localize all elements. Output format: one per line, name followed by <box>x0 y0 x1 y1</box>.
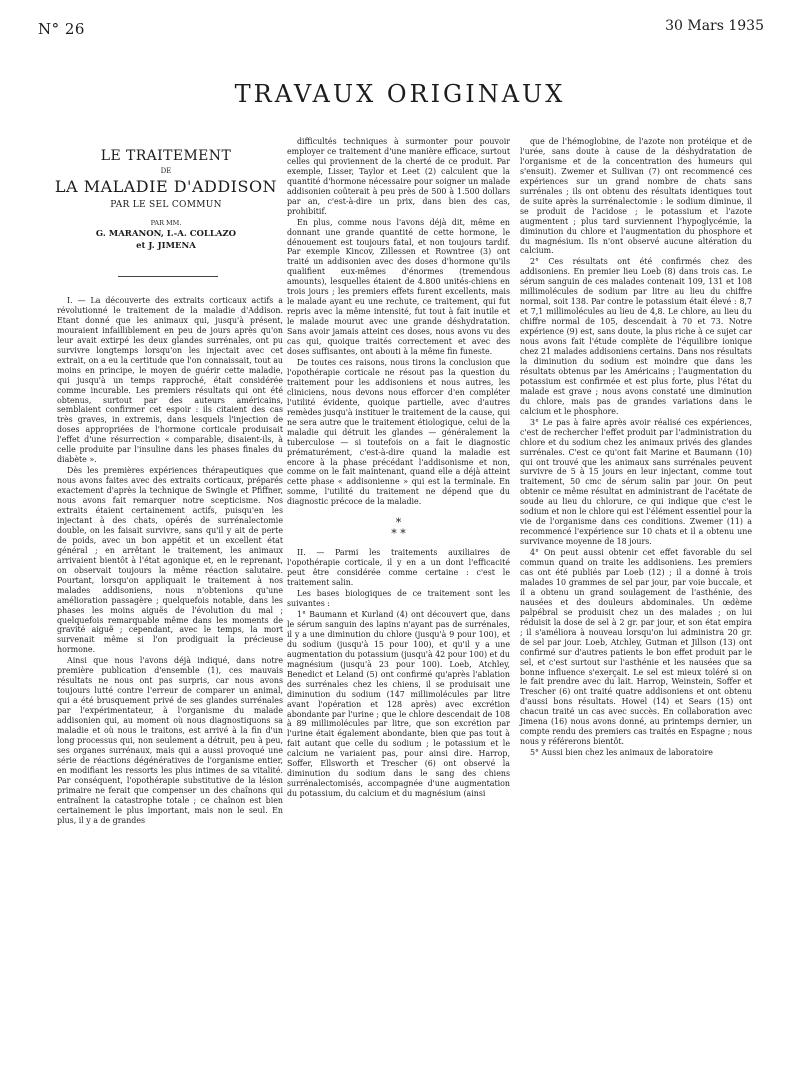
section-separator-asterisks: * * * <box>391 516 406 541</box>
paragraph: En plus, comme nous l'avons déjà dit, même en donnant une grande quantité de cette hormone, le dénouement est toujours fatal, et non toujours tardif. Par exemple Kincov, Zillessen et Rowntree (3) ont traité un addisonien avec des doses d'hormone qu'ils qualifient eux-mêmes d'énormes (tremendous amounts), lesquelles étaient de 4.800 unités-chiens en trois jours ; les premiers effets furent excellents, mais le malade ayant eu une rechute, ce traitement, qui fut repris avec la même intensité, fut tout à fait inutile et le malade mourut avec une grande déshydratation. Sans avoir jamais atteint ces doses, nous avons vu des cas qui, quoique traités correctement et avec des doses suffisantes, ont abouti à la même fin funeste. <box>287 217 510 357</box>
paragraph: difficultés techniques à surmonter pour pouvoir employer ce traitement d'une manière efficace, surtout celles qui proviennent de la cherté de ce produit. Par exemple, Lisser, Taylor et Leet (2) calculent que la quantité d'hormone nécessaire pour soigner un malade addisonien coûterait à peu près de 500 à 1.500 dollars par an, c'est-à-dire un prix, dans bien des cas, prohibitif. <box>287 137 510 216</box>
issue-number: N° 26 <box>38 20 85 38</box>
article-title-line2: DE <box>160 167 172 175</box>
issue-date: 30 Mars 1935 <box>665 18 764 34</box>
paragraph: De toutes ces raisons, nous tirons la conclusion que l'opothérapie corticale ne résout pas la question du traitement pour les addisoniens et nous autres, les cliniciens, nous devons nous efforcer d'en compléter l'utilité évidente, quoique partielle, avec d'autres remèdes jusqu'à instituer le traitement de la cause, qui ne sera autre que le traitement étiologique, celui de la maladie qui détruit les glandes — généralement la tuberculose — si toutefois on a fait le diagnostic prématurément, c'est-à-dire quand la maladie est encore à la phase précédant l'addisonisme et non, comme on le fait maintenant, quand elle a déjà atteint cette phase « addisonienne » qui est la terminale. En somme, l'utilité du traitement ne dépend que du diagnostic précoce de la maladie. <box>287 357 510 507</box>
paragraph: 4° On peut aussi obtenir cet effet favorable du sel commun quand on traite les addisoniens. Les premiers cas ont été publiés par Loeb (12) ; il a donné à trois malades 10 grammes de sel par jour, par voie buccale, et il a obtenu un grand soulagement de l'asthénie, des nausées et des douleurs abdominales. Un œdème palpébral se produisit chez un des malades ; on lui réduisit la dose de sel à 2 gr. par jour, et son état empira ; il s'améliora à nouveau lorsqu'on lui administra 20 gr. de sel par jour. Loeb, Atchley, Gutman et Jillson (13) ont confirmé sur d'autres patients le bon effet produit par le sel, et c'est surtout sur l'asthénie et les nausées que sa bonne influence s'exerçait. Le sel est mieux toléré si on le fait prendre avec du lait. Harrop, Weinstein, Soffer et Trescher (6) ont traité quatre addisoniens et ont obtenu d'aussi bons résultats. Howel (14) et Sears (15) ont chacun traité un cas avec succès. En collaboration avec Jimena (16) nous avons donné, au printemps dernier, un compte rendu des premiers cas traités en Espagne ; nous nous y référerons bientôt. <box>520 548 752 747</box>
by-label: PAR MM. <box>150 219 182 227</box>
text-column-2 <box>287 137 510 800</box>
authors-line2: et J. JIMENA <box>136 241 196 251</box>
paragraph: Les bases biologiques de ce traitement sont les suivantes : <box>287 589 510 609</box>
paragraph: II. — Parmi les traitements auxiliaires de l'opothérapie corticale, il y en a un dont l'efficacité peut être considérée comme certaine : c'est le traitement salin. <box>287 548 510 588</box>
article-subtitle: PAR LE SEL COMMUN <box>110 200 222 210</box>
paragraph: 5° Aussi bien chez les animaux de laboratoire <box>530 748 713 758</box>
text-column-1 <box>57 296 283 827</box>
article-title-line1: LE TRAITEMENT <box>100 148 232 164</box>
heading-divider <box>118 276 218 277</box>
paragraph: 3° Le pas à faire après avoir réalisé ces expériences, c'est de rechercher l'effet produit par l'administration du chlore et du sodium chez les animaux privés des glandes surrénales. C'est ce qu'ont fait Marine et Baumann (10) qui ont trouvé que les animaux sans surrénales peuvent survivre de 5 à 15 jours en leur injectant, comme tout traitement, 50 cmc de sérum salin par jour. On peut obtenir ce même résultat en administrant de l'acétate de soude au lieu du chlorure, ce qui indique que c'est le sodium et non le chlore qui est l'élément essentiel pour la vie de l'organisme dans ces conditions. Zwemer (11) a recommencé l'expérience sur 10 chats et il a obtenu une survivance moyenne de 18 jours. <box>520 417 752 547</box>
paragraph: Dès les premières expériences thérapeutiques que nous avons faites avec des extraits corticaux, préparés exactement d'après la technique de Swingle et Pfiffner, nous avons fait remarquer notre scepticisme. Nos extraits étaient certainement actifs, puisqu'en les injectant à des chats, opérés de surrénalectomie double, on les faisait survivre, sans qu'il y ait de perte de poids, avec un bon appétit et un excellent état général ; en arrêtant le traitement, les animaux arrivaient bientôt à l'état agonique et, en le reprenant, on observait toujours la même réaction salutaire. Pourtant, lorsqu'on appliquait le traitement à nos malades addisoniens, nous n'obtenions qu'une amélioration passagère ; quelquefois notable, dans les phases les moins aiguës de l'évolution du mal ; quelquefois remarquable même dans les moments de gravité aiguë ; cependant, avec le temps, la mort survenait même si l'on prodiguait la précieuse hormone. <box>57 466 283 655</box>
paragraph: que de l'hémoglobine, de l'azote non protéique et de l'urée, sans doute à cause de la déshydratation de l'organisme et de la concentration des humeurs qui s'ensuit). Zwemer et Sullivan (7) ont recommencé ces expériences sur un grand nombre de chats sans surrénales ; ils ont obtenu des résultats identiques tout de suite après la surrénalectomie : le sodium diminue, il se produit de l'acidose ; le potassium et l'azote augmentent ; plus tard surviennent l'hypoglycémie, la diminution du chlore et l'augmentation du phosphore et du magnésium. Ils n'ont observé aucune altération du calcium. <box>520 137 752 256</box>
article-heading <box>52 148 280 251</box>
paragraph: I. — La découverte des extraits corticaux actifs a révolutionné le traitement de la maladie d'Addison. Etant donné que les animaux qui, jusqu'à présent, mouraient infailliblement en peu de jours après qu'on leur avait extirpé les deux glandes surrénales, ont pu survivre longtemps lorsqu'on les injectait avec cet extrait, on a eu la certitude que l'on connaissait, tout au moins en principe, le moyen de guérir cette maladie, qui jusqu'à un temps rapproché, était considérée comme incurable. Les premiers résultats qui ont été obtenus, surtout par des auteurs américains, semblaient confirmer cet espoir : ils citaient des cas très graves, in extremis, dans lesquels l'injection de doses appropriées de l'hormone corticale produisait l'effet d'une résurrection « comparable, disaient-ils, à celle produite par l'insuline dans les phases finales du diabète ». <box>57 296 283 465</box>
paragraph: 2° Ces résultats ont été confirmés chez des addisoniens. En premier lieu Loeb (8) dans trois cas. Le sérum sanguin de ces malades contenait 109, 131 et 108 millimolécules de sodium par litre au lieu du chiffre normal, soit 138. Par contre le potassium était élevé : 8,7 et 7,1 millimolécules au lieu de 4,8. Le chlore, au lieu du chiffre normal de 105, descendait à 70 et 73. Notre expérience (9) est, sans doute, la plus riche à ce sujet car nous avons fait l'étude complète de l'équilibre ionique chez 21 malades addisoniens certains. Dans nos résultats la diminution du sodium est moindre que dans les résultats obtenus par les Américains ; l'augmentation du potassium est confirmée et est plus forte, plus l'état du malade est grave ; nous avons constaté une diminution du chlore, mais pas de grandes variations dans le calcium et le phosphore. <box>520 257 752 416</box>
article-title-line3: LA MALADIE D'ADDISON <box>54 177 278 196</box>
section-title: TRAVAUX ORIGINAUX <box>234 80 566 108</box>
text-column-3 <box>520 137 752 759</box>
authors-line1: G. MARANON, I.-A. COLLAZO <box>95 229 237 239</box>
paragraph: 1° Baumann et Kurland (4) ont découvert que, dans le sérum sanguin des lapins n'ayant pas de surrénales, il y a une diminution du chlore (jusqu'à 9 pour 100), et du sodium (jusqu'à 15 pour 100), et qu'il y a une augmentation du potassium (jusqu'à 42 pour 100) et du magnésium (jusqu'à 23 pour 100). Loeb, Atchley, Benedict et Leland (5) ont confirmé qu'après l'ablation des surrénales chez les chiens, il se produisait une diminution du sodium (147 millimolécules par litre avant l'opération et 128 après) avec excrétion abondante par l'urine ; que le chlore descendait de 108 à 89 millimolécules par litre, que son excrétion par l'urine était également abondante, bien que pas tout à fait autant que celle du sodium ; le potassium et le calcium ne variaient pas, pour ainsi dire. Harrop, Soffer, Ellsworth et Trescher (6) ont observé la diminution du sodium dans le sang des chiens surrénalectomisés, accompagnée d'une augmentation du potassium, du calcium et du magnésium (ainsi <box>287 609 511 799</box>
paragraph: Ainsi que nous l'avons déjà indiqué, dans notre première publication d'ensemble (1), ces mauvais résultats ne nous ont pas surpris, car nous avons toujours lutté contre l'erreur de comparer un animal, qui a été brusquement privé de ses glandes surrénales par l'expérimentateur, à l'organisme du malade addisonien qui, au moment où nous diagnostiquons sa maladie et où nous le traitons, est arrivé à la fin d'un long processus qui, non seulement a détruit, peu à peu, ses organes surrénaux, mais qui a aussi provoqué une série de réactions dégénératives de l'organisme entier, en modifiant les ressorts les plus intimes de sa vitalité. Par conséquent, l'opothérapie substitutive de la lésion primaire ne ferait que compenser un des chaînons qui entraînent la catastrophe totale ; ce chaînon est bien certainement le plus important, mais non le seul. En plus, il y a de grandes <box>57 656 283 825</box>
